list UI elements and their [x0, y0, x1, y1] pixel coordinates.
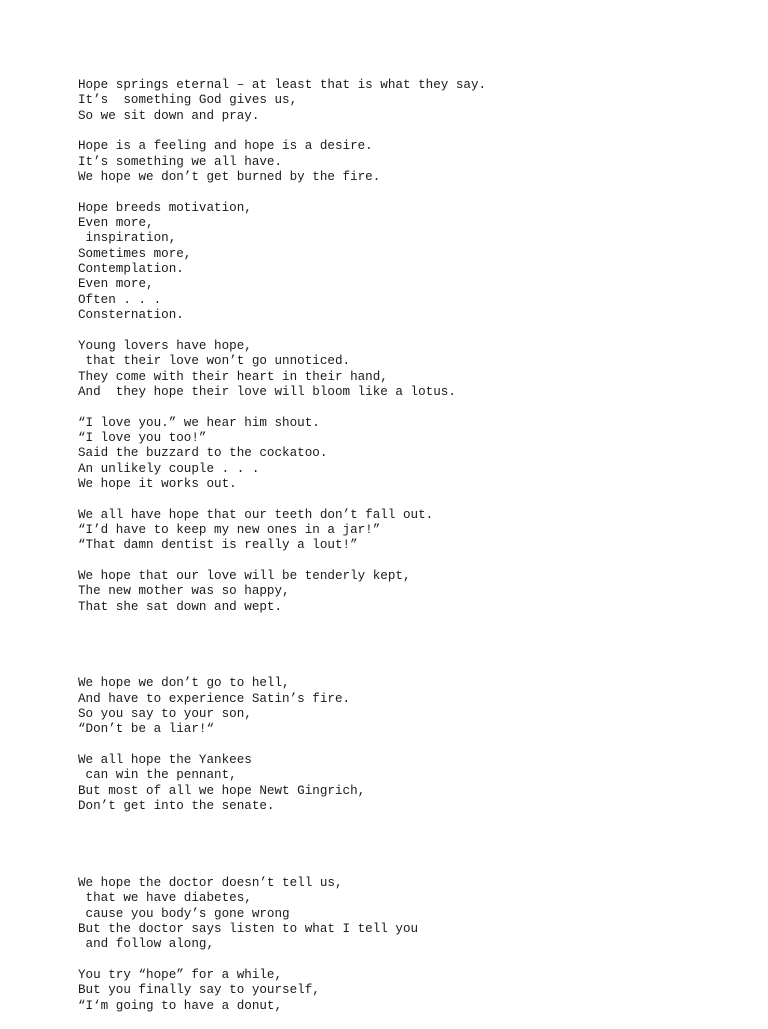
poem-line: and follow along, [78, 937, 215, 952]
poem-line: Consternation. [78, 308, 184, 323]
stanza-6 [78, 508, 738, 554]
poem-line: Hope breeds motivation, [78, 200, 252, 215]
stanza-10 [78, 876, 738, 953]
poem-line: You try “hope” for a while, [78, 967, 283, 982]
poem-line: that we have diabetes, [78, 891, 252, 906]
poem-line: It’s something God gives us, [78, 93, 298, 108]
stanza-7 [78, 569, 738, 615]
stanza-2 [78, 139, 738, 185]
poem-line: We hope the doctor doesn’t tell us, [78, 875, 343, 890]
poem-line: But you finally say to yourself, [78, 983, 320, 998]
poem-line: But most of all we hope Newt Gingrich, [78, 783, 366, 798]
stanza-3 [78, 201, 738, 324]
poem-line: Sometimes more, [78, 246, 192, 261]
stanza-9 [78, 753, 738, 814]
poem-line: They come with their heart in their hand, [78, 369, 388, 384]
poem-line: It’s something we all have. [78, 154, 283, 169]
poem-line: Said the buzzard to the cockatoo. [78, 446, 328, 461]
poem-line: We all hope the Yankees [78, 753, 252, 768]
poem-line: “I’d have to keep my new ones in a jar!” [78, 522, 381, 537]
poem-line: Often . . . [78, 292, 162, 307]
poem-line: We hope we don’t go to hell, [78, 676, 290, 691]
poem-line: So we sit down and pray. [78, 108, 260, 123]
poem-line: Young lovers have hope, [78, 338, 252, 353]
poem-line: “I‘m going to have a donut, [78, 998, 283, 1013]
poem-line: We hope it works out. [78, 476, 237, 491]
poem-line: “I love you.” we hear him shout. [78, 415, 320, 430]
poem-line: And they hope their love will bloom like a lotus. [78, 384, 456, 399]
poem-line: “I love you too!” [78, 430, 207, 445]
poem-line: We hope we don’t get burned by the fire. [78, 170, 381, 185]
poem-text [78, 78, 738, 1029]
poem-line: But the doctor says listen to what I tell you [78, 921, 419, 936]
poem-line: Hope springs eternal – at least that is what they say. [78, 78, 487, 92]
poem-line: We all have hope that our teeth don’t fall out. [78, 507, 434, 522]
poem-line: Contemplation. [78, 262, 184, 277]
stanza-5 [78, 416, 738, 493]
poem-line: that their love won’t go unnoticed. [78, 354, 351, 369]
stanza-11 [78, 968, 738, 1014]
poem-line: Hope is a feeling and hope is a desire. [78, 139, 373, 154]
poem-line: Even more, [78, 277, 154, 292]
poem-line: Don’t get into the senate. [78, 799, 275, 814]
poem-line: We hope that our love will be tenderly kept, [78, 569, 411, 583]
poem-line: inspiration, [78, 231, 177, 246]
poem-line: An unlikely couple . . . [78, 461, 260, 476]
poem-line: The new mother was so happy, [78, 584, 290, 599]
poem-line: And have to experience Satin’s fire. [78, 691, 351, 706]
poem-line: So you say to your son, [78, 707, 252, 722]
poem-line: “That damn dentist is really a lout!” [78, 538, 358, 553]
poem-line: “Don’t be a liar!“ [78, 722, 215, 737]
stanza-4 [78, 339, 738, 400]
stanza-8 [78, 676, 738, 737]
poem-line: cause you body’s gone wrong [78, 906, 290, 921]
stanza-1 [78, 78, 738, 124]
poem-line: Even more, [78, 216, 154, 231]
poem-line: can win the pennant, [78, 768, 237, 783]
poem-line: That she sat down and wept. [78, 599, 283, 614]
